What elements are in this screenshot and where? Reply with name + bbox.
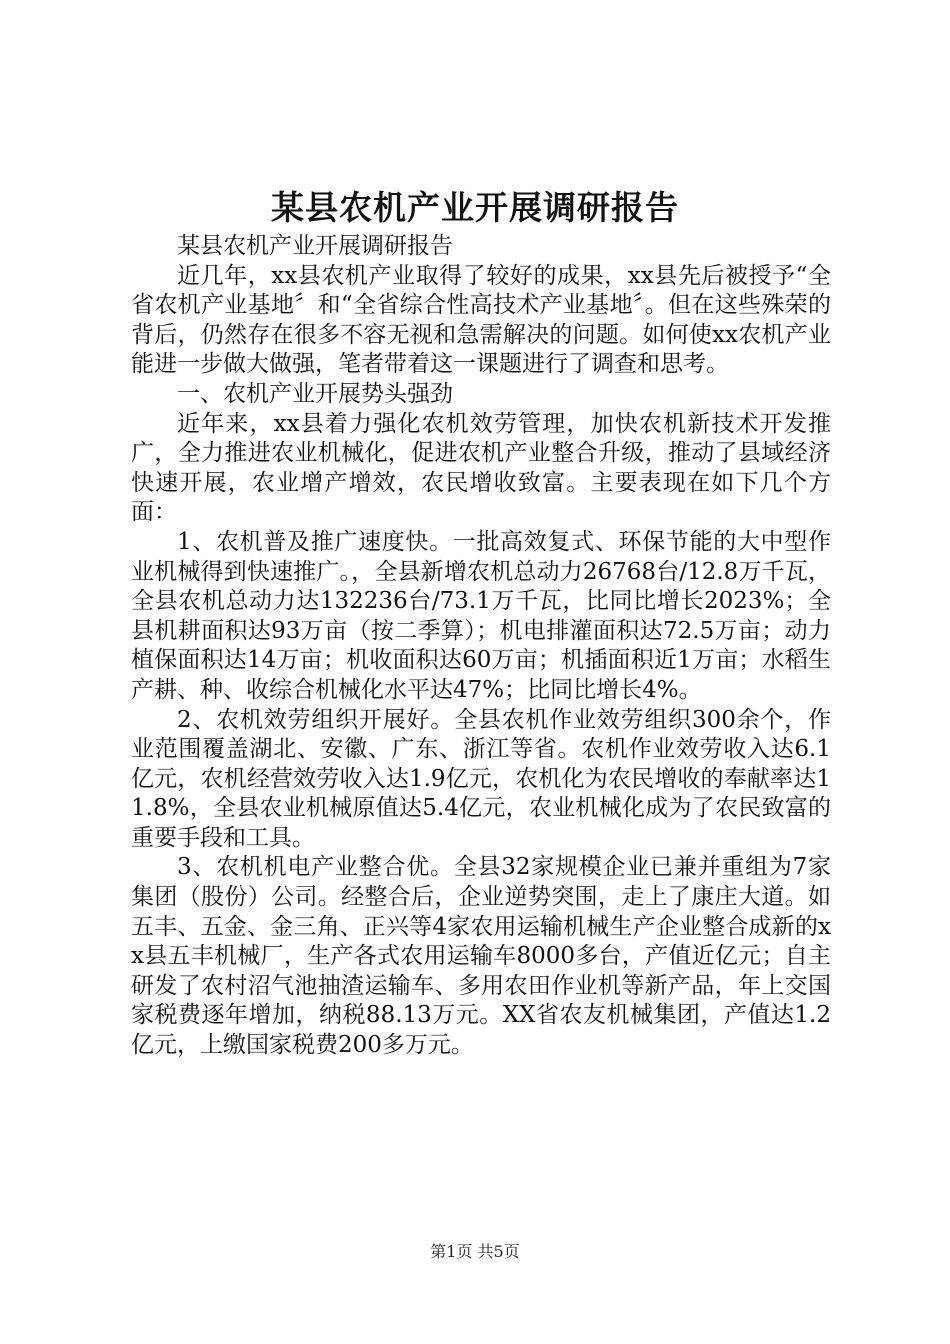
paragraph-point-3: 3、农机机电产业整合优。全县32家规模企业已兼并重组为7家集团（股份）公司。经整合后，企业逆势突围，走上了康庄大道。如五丰、五金、金三角、正兴等4家农用运输机械生产企业整合成新的xx县五丰机械厂，生产各式农用运输车8000多台，产值近亿元；自主研发了农村沼气池抽渣运输车、多用农田作业机等新产品，年上交国家税费逐年增加，纳税88.13万元。XX省农友机械集团，产值达1.2亿元，上缴国家税费200多万元。 <box>131 854 831 1059</box>
paragraph-point-2: 2、农机效劳组织开展好。全县农机作业效劳组织300余个，作业范围覆盖湖北、安徽、广东、浙江等省。农机作业效劳收入达6.1亿元，农机经营效劳收入达1.9亿元，农机化为农民增收的奉献率达11.8%，全县农业机械原值达5.4亿元，农业机械化成为了农民致富的重要手段和工具。 <box>131 706 831 851</box>
paragraph-subtitle: 某县农机产业开展调研报告 <box>177 233 453 259</box>
page-number: 第1页 共5页 <box>430 1242 520 1261</box>
paragraph-point-1: 1、农机普及推广速度快。一批高效复式、环保节能的大中型作业机械得到快速推广。，全县新增农机总动力26768台/12.8万千瓦，全县农机总动力达132236台/73.1万千瓦，比同比增长2023%；全县机耕面积达93万亩（按二季算）；机电排灌面积达72.5万亩；动力植保面积达14万亩；机收面积达60万亩；机插面积近1万亩；水稻生产耕、种、收综合机械化水平达47%；比同比增长4%。 <box>131 528 831 703</box>
document-title: 某县农机产业开展调研报告 <box>271 188 679 227</box>
paragraph-overview: 近年来，xx县着力强化农机效劳管理，加快农机新技术开发推广，全力推进农业机械化，促进农机产业整合升级，推动了县域经济快速开展，农业增产增效，农民增收致富。主要表现在如下几个方面： <box>131 410 831 526</box>
document-body <box>131 232 831 1061</box>
section-heading: 一、农机产业开展势头强劲 <box>177 380 453 407</box>
paragraph-intro: 近几年，xx县农机产业取得了较好的成果，xx县先后被授予“全省农机产业基地〞和“全省综合性高技术产业基地〞。但在这些殊荣的背后，仍然存在很多不容无视和急需解决的问题。如何使xx农机产业能进一步做大做强，笔者带着这一课题进行了调查和思考。 <box>131 262 831 378</box>
